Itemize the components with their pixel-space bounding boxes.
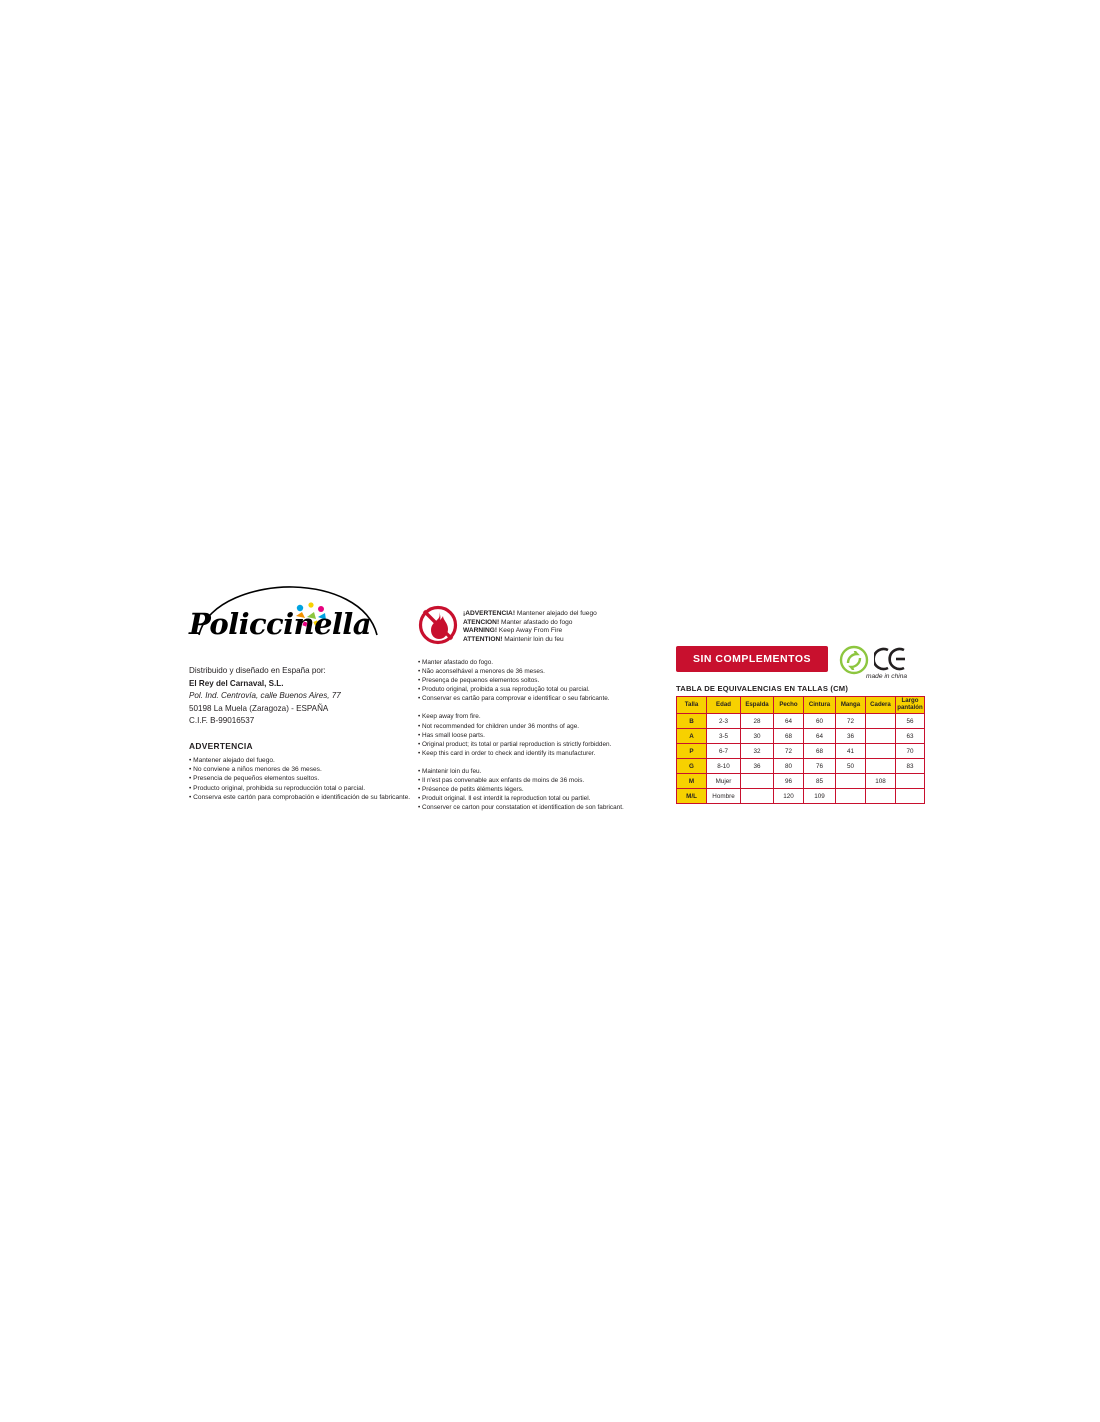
- cell-size: P: [677, 744, 707, 759]
- warn-text-es: Mantener alejado del fuego: [515, 610, 597, 617]
- table-row: [677, 789, 925, 804]
- cell: 96: [774, 774, 804, 789]
- cell: 80: [774, 759, 804, 774]
- cell: Mujer: [707, 774, 741, 789]
- column-header: Edad: [707, 697, 741, 714]
- brand-and-warning-block: [189, 585, 419, 802]
- cell: 85: [804, 774, 836, 789]
- cell: 28: [741, 714, 774, 729]
- list-item: • Produit original. Il est interdit la reproduction total ou partiel.: [418, 795, 591, 803]
- cell: [866, 744, 896, 759]
- warning-heading: ADVERTENCIA: [189, 740, 253, 751]
- warn-text-en: Keep Away From Fire: [497, 627, 563, 635]
- cell-size: B: [677, 714, 707, 729]
- cell: 64: [804, 729, 836, 744]
- size-table: [676, 696, 925, 804]
- cell: 6-7: [707, 744, 741, 759]
- cell: 36: [741, 759, 774, 774]
- cell: 8-10: [707, 759, 741, 774]
- bullets-pt: [418, 658, 658, 703]
- list-item: • Conservar es cartão para comprovar e identificar o seu fabricante.: [418, 695, 610, 703]
- cell: [896, 774, 925, 789]
- cell: 76: [804, 759, 836, 774]
- warn-text-pt: Manter afastado do fogo: [499, 618, 573, 626]
- fire-warning-text: [463, 610, 597, 644]
- column-header: Pecho: [774, 697, 804, 714]
- cell: [866, 759, 896, 774]
- cell: 83: [896, 759, 925, 774]
- list-item: • Maintenir loin du feu.: [418, 767, 482, 775]
- cell: 30: [741, 729, 774, 744]
- size-table-title: TABLA DE EQUIVALENCIAS EN TALLAS (CM): [676, 684, 849, 693]
- list-item: • Keep away from fire.: [418, 713, 481, 721]
- list-item: • Original product; its total or partial reproduction is strictly forbidden.: [418, 740, 612, 748]
- list-item: • Keep this card in order to check and identify its manufacturer.: [418, 749, 596, 757]
- list-item: • Présence de petits éléments légers.: [418, 786, 524, 794]
- cell: 68: [804, 744, 836, 759]
- cell: 72: [836, 714, 866, 729]
- list-item: • Presencia de pequeños elementos sueltos.: [189, 775, 320, 783]
- status-badge: SIN COMPLEMENTOS: [676, 646, 828, 672]
- cell: [866, 714, 896, 729]
- warn-lang-es: ¡ADVERTENCIA!: [463, 610, 516, 617]
- list-item: • Il n'est pas convenable aux enfants de moins de 36 mois.: [418, 777, 585, 785]
- cell: 64: [774, 714, 804, 729]
- cell: 70: [896, 744, 925, 759]
- cell-size: M: [677, 774, 707, 789]
- green-dot-recycle-icon: [839, 645, 869, 675]
- column-header: Largo pantalón: [896, 697, 925, 714]
- cell: 68: [774, 729, 804, 744]
- cell: [741, 789, 774, 804]
- list-item: • Mantener alejado del fuego.: [189, 756, 275, 764]
- cell: 56: [896, 714, 925, 729]
- cell: 120: [774, 789, 804, 804]
- warn-lang-fr: ATTENTION!: [463, 635, 503, 643]
- no-fire-icon: [418, 604, 458, 646]
- column-header: Manga: [836, 697, 866, 714]
- cell: 2-3: [707, 714, 741, 729]
- distributor-address-1: Pol. Ind. Centrovía, calle Buenos Aires, 77: [189, 691, 341, 701]
- bullets-fr: [418, 767, 658, 812]
- cell: 60: [804, 714, 836, 729]
- distributor-address-2: 50198 La Muela (Zaragoza) - ESPAÑA: [189, 703, 329, 713]
- column-header: Talla: [677, 697, 707, 714]
- list-item: • Producto original, prohibida su reproducción total o parcial.: [189, 784, 366, 792]
- distributor-intro: Distribuido y diseñado en España por:: [189, 666, 326, 675]
- table-row: [677, 714, 925, 729]
- list-item: • Não aconselhável a menores de 36 meses.: [418, 668, 545, 676]
- table-row: [677, 744, 925, 759]
- badges-row: [676, 646, 936, 684]
- cell-size: A: [677, 729, 707, 744]
- cell: 32: [741, 744, 774, 759]
- list-item: • Manter afastado do fogo.: [418, 659, 494, 666]
- list-item: • Has small loose parts.: [418, 731, 485, 739]
- column-header: Cadera: [866, 697, 896, 714]
- cell: 108: [866, 774, 896, 789]
- warning-bullets-es: [189, 756, 419, 802]
- cell: Hombre: [707, 789, 741, 804]
- bullets-en: [418, 712, 658, 757]
- cell: 109: [804, 789, 836, 804]
- cell: 41: [836, 744, 866, 759]
- fire-warning-header: [418, 604, 658, 650]
- cell: [866, 729, 896, 744]
- cell: [896, 789, 925, 804]
- list-item: • No conviene a niños menores de 36 meses.: [189, 766, 322, 774]
- cell-size: G: [677, 759, 707, 774]
- distributor-info: [189, 665, 419, 728]
- cell: 36: [836, 729, 866, 744]
- cell: [836, 789, 866, 804]
- warn-lang-en: WARNING!: [463, 627, 498, 635]
- column-header: Cintura: [804, 697, 836, 714]
- ce-mark-icon: [874, 644, 910, 674]
- list-item: • Not recommended for children under 36 months of age.: [418, 722, 580, 730]
- size-chart-block: [676, 646, 936, 804]
- list-item: • Presença de pequenos elementos soltos.: [418, 677, 540, 685]
- table-header-row: [677, 697, 925, 714]
- brand-logo: [189, 585, 389, 655]
- cell: 63: [896, 729, 925, 744]
- cell: [836, 774, 866, 789]
- cell: 50: [836, 759, 866, 774]
- distributor-company: El Rey del Carnaval, S.L.: [189, 678, 284, 688]
- warn-lang-pt: ATENCION!: [463, 618, 500, 626]
- column-header: Espalda: [741, 697, 774, 714]
- table-row: [677, 759, 925, 774]
- table-row: [677, 774, 925, 789]
- list-item: • Conserva este cartón para comprobación e identificación de su fabricante.: [189, 793, 411, 801]
- brand-wordmark: Policcinella: [189, 607, 371, 641]
- list-item: • Produto original, proibida a sua reprodução total ou parcial.: [418, 686, 590, 694]
- cell: 72: [774, 744, 804, 759]
- cell: [866, 789, 896, 804]
- cell-size: M/L: [677, 789, 707, 804]
- table-row: [677, 729, 925, 744]
- made-in-label: made in china: [866, 673, 908, 680]
- list-item: • Conserver ce carton pour constatation et identification de son fabricant.: [418, 804, 624, 812]
- distributor-cif: C.I.F. B-99016537: [189, 716, 255, 726]
- multilingual-warning-block: [418, 604, 658, 821]
- cell: 3-5: [707, 729, 741, 744]
- multilingual-bullets: [418, 658, 658, 812]
- cell: [741, 774, 774, 789]
- warn-text-fr: Maintenir loin du feu: [502, 635, 564, 643]
